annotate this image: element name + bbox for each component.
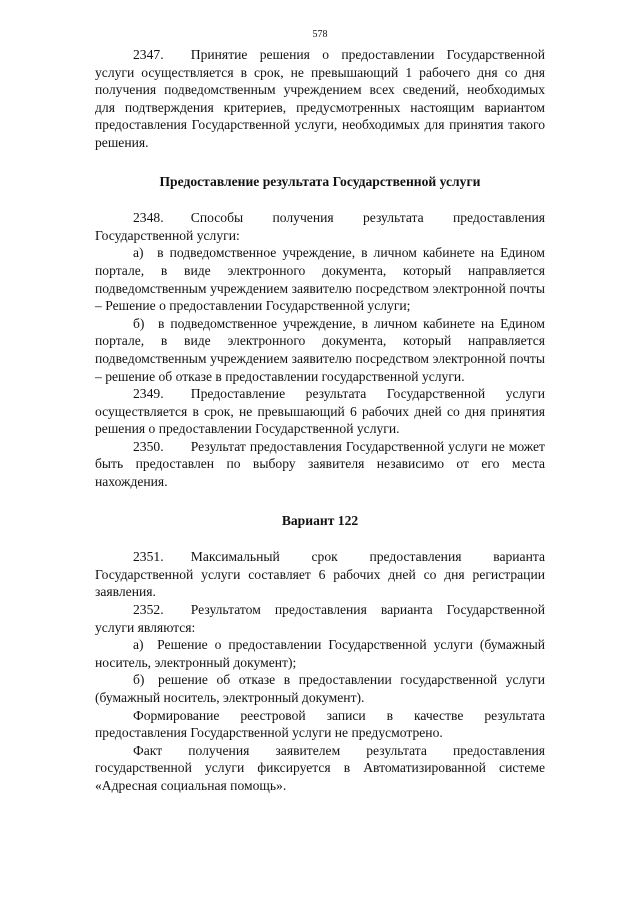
variant-heading: Вариант 122 — [281, 512, 359, 528]
paragraph-2347: 2347. Принятие решения о предоставлении Государственной услуги осуществляется в срок, не превышающий 1 рабочего дня со дня получения подведомственным учреждением всех сведений, необходимых для подтверждения критериев, предусмотренных настоящим вариантом предоставления Государственной услуги, необходимых для принятия такого решения. — [95, 47, 545, 150]
paragraph-2348: 2348. Способы получения результата предоставления Государственной услуги: — [95, 210, 545, 243]
paragraph-2350: 2350. Результат предоставления Государственной услуги не может быть предоставлен по выбору заявителя независимо от его места нахождения. — [95, 438, 545, 490]
document-body — [95, 46, 545, 795]
paragraph-2349: 2349. Предоставление результата Государственной услуги осуществляется в срок, не превышающий 6 рабочих дней со дня принятия решения о предоставлении Государственной услуги. — [95, 386, 545, 437]
paragraph-2351: 2351. Максимальный срок предоставления варианта Государственной услуги составляет 6 рабочих дней со дня регистрации заявления. — [95, 549, 545, 600]
page-number: 578 — [312, 29, 328, 40]
paragraph-registry-record: Формирование реестровой записи в качестве результата предоставления Государственной услуги не предусмотрено. — [95, 707, 545, 741]
list-item-b-second: б) решение об отказе в предоставлении государственной услуги (бумажный носитель, электронный документ). — [95, 672, 545, 705]
list-item-a-first: а) в подведомственное учреждение, в личном кабинете на Едином портале, в виде электронного документа, который направляется подведомственным учреждением заявителю посредством электронной почты – Решение о предоставлении Государственной услуги; — [95, 245, 545, 314]
list-item-b-first: б) в подведомственное учреждение, в личном кабинете на Едином портале, в виде электронного документа, который направляется подведомственным учреждением заявителю посредством электронной почты – решение об отказе в предоставлении государственной услуги. — [95, 315, 545, 384]
list-item-a-second: а) Решение о предоставлении Государственной услуги (бумажный носитель, электронный документ); — [95, 637, 545, 670]
paragraph-result-fact: Факт получения заявителем результата предоставления государственной услуги фиксируется в Автоматизированной системе «Адресная социальная помощь». — [95, 742, 545, 793]
section-heading-result: Предоставление результата Государственной услуги — [159, 173, 481, 189]
paragraph-2352: 2352. Результатом предоставления варианта Государственной услуги являются: — [95, 602, 545, 635]
